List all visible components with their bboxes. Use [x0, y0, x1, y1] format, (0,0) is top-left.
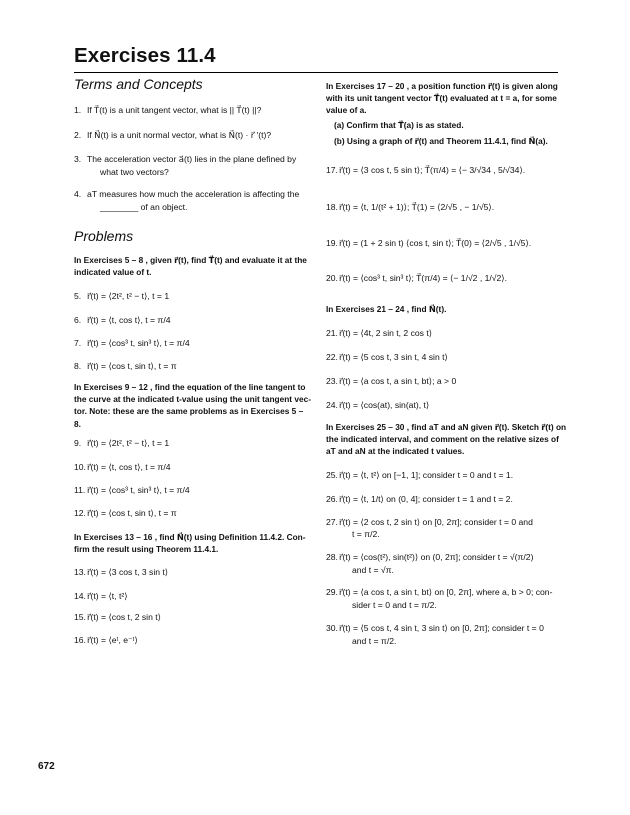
exercise-instructions: aT and aN at the indicated t values. — [326, 446, 465, 457]
exercise-item — [326, 493, 513, 505]
exercise-number: 30. — [326, 623, 338, 633]
exercise-item — [339, 528, 380, 540]
exercise-text: and t = √π. — [352, 565, 394, 575]
exercise-instructions: the curve at the indicated t-value using the unit tangent vec- — [74, 394, 311, 405]
exercise-number: 20. — [326, 273, 338, 283]
exercise-item — [74, 566, 168, 578]
exercise-text: aT measures how much the acceleration is affecting the — [87, 189, 300, 199]
exercise-text: r⃗(t) = ⟨cos t, 2 sin t⟩ — [87, 612, 161, 622]
exercise-text: r⃗(t) = ⟨cos³ t, sin³ t⟩, t = π/4 — [87, 338, 190, 348]
exercise-instructions: tor. Note: these are the same problems as in Exercises 5 – — [74, 406, 304, 417]
exercise-text: r⃗(t) = ⟨4t, 2 sin t, 2 cos t⟩ — [339, 328, 433, 338]
exercise-text: r⃗(t) = ⟨a cos t, a sin t, bt⟩; a > 0 — [339, 376, 457, 386]
exercise-text: r⃗(t) = ⟨2t², t² − t⟩, t = 1 — [87, 438, 170, 448]
title-rule — [74, 72, 558, 73]
exercise-number: 15. — [74, 612, 86, 622]
exercise-number: 8. — [74, 361, 82, 371]
exercise-instructions: In Exercises 5 – 8 , given r⃗(t), find T⃗(t) and evaluate it at the — [74, 255, 307, 265]
exercise-number: 5. — [74, 291, 82, 301]
exercise-item — [326, 622, 544, 634]
exercise-text: r⃗(t) = ⟨t, t²⟩ — [87, 591, 128, 601]
exercise-text: r⃗(t) = ⟨t, cos t⟩, t = π/4 — [87, 462, 171, 472]
exercise-number: 17. — [326, 165, 338, 175]
exercise-number: 26. — [326, 494, 338, 504]
exercise-text: r⃗(t) = ⟨cos t, sin t⟩, t = π — [87, 361, 177, 371]
exercise-text: r⃗(t) = ⟨3 cos t, 3 sin t⟩ — [87, 567, 169, 577]
exercise-item — [74, 153, 296, 165]
exercise-item — [326, 327, 432, 339]
exercise-number: 2. — [74, 130, 82, 140]
exercise-number: 4. — [74, 189, 82, 199]
exercise-text: r⃗(t) = ⟨2 cos t, 2 sin t⟩ on [0, 2π]; consider t = 0 and — [339, 517, 533, 527]
exercise-instructions: In Exercises 17 – 20 , a position function r⃗(t) is given along — [326, 81, 558, 91]
exercise-text: r⃗(t) = ⟨cos t, sin t⟩, t = π — [87, 508, 177, 518]
exercise-item — [74, 290, 169, 302]
exercise-item — [326, 399, 429, 411]
exercise-item — [74, 314, 171, 326]
exercise-item — [74, 634, 138, 646]
exercise-text: r⃗(t) = (1 + 2 sin t) ⟨cos t, sin t⟩; T⃗(0) = ⟨2/√5 , 1/√5⟩. — [339, 238, 532, 248]
exercise-number: 6. — [74, 315, 82, 325]
exercise-text: ________ of an object. — [100, 202, 188, 212]
exercise-number: 18. — [326, 202, 338, 212]
exercise-item — [74, 507, 177, 519]
exercise-number: 19. — [326, 238, 338, 248]
sub-instruction-a: (a) Confirm that T⃗(a) is as stated. — [334, 120, 464, 130]
exercise-number: 21. — [326, 328, 338, 338]
exercise-instructions: In Exercises 25 – 30 , find aT and aN given r⃗(t). Sketch r⃗(t) on — [326, 422, 567, 432]
exercise-item — [74, 611, 161, 623]
exercise-text: sider t = 0 and t = π/2. — [352, 600, 437, 610]
exercise-item — [339, 635, 396, 647]
exercise-text: r⃗(t) = ⟨2t², t² − t⟩, t = 1 — [87, 291, 170, 301]
exercise-text: r⃗(t) = ⟨cos³ t, sin³ t⟩, t = π/4 — [87, 485, 190, 495]
exercise-number: 27. — [326, 517, 338, 527]
exercise-number: 14. — [74, 591, 86, 601]
exercise-text: r⃗(t) = ⟨cos(at), sin(at), t⟩ — [339, 400, 430, 410]
exercise-number: 29. — [326, 587, 338, 597]
exercise-item — [74, 129, 271, 141]
exercise-text: The acceleration vector a⃗(t) lies in the plane defined by — [87, 154, 297, 164]
exercise-item — [326, 201, 494, 213]
exercise-text: r⃗(t) = ⟨cos(t²), sin(t²)⟩ on (0, 2π]; consider t = √(π/2) — [339, 552, 534, 562]
exercise-item — [326, 164, 525, 176]
exercise-text: If T⃗(t) is a unit tangent vector, what is || T⃗(t) ||? — [87, 105, 262, 115]
exercise-item — [326, 469, 513, 481]
exercise-number: 23. — [326, 376, 338, 386]
exercise-number: 16. — [74, 635, 86, 645]
exercise-text: t = π/2. — [352, 529, 380, 539]
problems-heading: Problems — [74, 228, 134, 244]
exercise-item — [87, 201, 187, 213]
exercise-instructions: In Exercises 9 – 12 , find the equation of the line tangent to — [74, 382, 306, 392]
exercise-text: r⃗(t) = ⟨a cos t, a sin t, bt⟩ on [0, 2π], where a, b > 0; con- — [339, 587, 553, 597]
exercise-number: 10. — [74, 462, 86, 472]
page-number: 672 — [38, 761, 55, 772]
exercise-item — [326, 586, 552, 598]
exercise-instructions: In Exercises 21 – 24 , find N⃗(t). — [326, 304, 447, 314]
exercise-item — [74, 590, 128, 602]
exercise-number: 13. — [74, 567, 86, 577]
exercise-instructions: firm the result using Theorem 11.4.1. — [74, 544, 219, 555]
exercise-item — [87, 166, 169, 178]
exercise-instructions: In Exercises 13 – 16 , find N⃗(t) using Definition 11.4.2. Con- — [74, 532, 306, 542]
exercise-item — [326, 551, 533, 563]
exercise-item — [326, 516, 533, 528]
page-title: Exercises 11.4 — [74, 44, 216, 67]
exercise-number: 7. — [74, 338, 82, 348]
exercise-number: 1. — [74, 105, 82, 115]
exercise-text: what two vectors? — [100, 167, 169, 177]
exercise-number: 9. — [74, 438, 82, 448]
exercise-text: r⃗(t) = ⟨t, t²⟩ on [−1, 1]; consider t = 0 and t = 1. — [339, 470, 514, 480]
exercise-number: 25. — [326, 470, 338, 480]
exercise-text: r⃗(t) = ⟨5 cos t, 3 sin t, 4 sin t⟩ — [339, 352, 448, 362]
exercise-number: 11. — [74, 485, 86, 495]
exercise-number: 24. — [326, 400, 338, 410]
exercise-text: r⃗(t) = ⟨cos³ t, sin³ t⟩; T⃗(π/4) = ⟨− 1/√2 , 1/√2⟩. — [339, 273, 508, 283]
exercise-number: 28. — [326, 552, 338, 562]
exercise-item — [74, 104, 261, 116]
exercise-item — [339, 564, 394, 576]
sub-instruction-b: (b) Using a graph of r⃗(t) and Theorem 11.4.1, find N⃗(a). — [334, 136, 548, 146]
exercise-text: and t = π/2. — [352, 636, 397, 646]
exercise-item — [74, 437, 169, 449]
exercise-text: r⃗(t) = ⟨3 cos t, 5 sin t⟩; T⃗(π/4) = ⟨− 3/√34 , 5/√34⟩. — [339, 165, 526, 175]
exercise-item — [339, 599, 437, 611]
exercise-instructions: with its unit tangent vector T⃗(t) evaluated at t = a, for some — [326, 93, 557, 104]
exercise-text: r⃗(t) = ⟨t, cos t⟩, t = π/4 — [87, 315, 171, 325]
exercise-instructions: indicated value of t. — [74, 267, 152, 278]
exercise-number: 22. — [326, 352, 338, 362]
exercise-item — [326, 272, 507, 284]
exercise-instructions: value of a. — [326, 105, 367, 116]
exercise-number: 3. — [74, 154, 82, 164]
exercise-text: r⃗(t) = ⟨5 cos t, 4 sin t, 3 sin t⟩ on [0, 2π]; consider t = 0 — [339, 623, 544, 633]
exercise-item — [326, 351, 448, 363]
exercise-item — [326, 375, 456, 387]
exercise-item — [74, 360, 177, 372]
exercise-number: 12. — [74, 508, 86, 518]
terms-heading: Terms and Concepts — [74, 76, 203, 92]
exercise-item — [326, 237, 531, 249]
exercise-item — [74, 461, 171, 473]
exercise-instructions: 8. — [74, 418, 81, 429]
exercise-text: r⃗(t) = ⟨eᵗ, e⁻ᵗ⟩ — [87, 635, 138, 645]
exercise-text: r⃗(t) = ⟨t, 1/(t² + 1)⟩; T⃗(1) = ⟨2/√5 , − 1/√5⟩. — [339, 202, 495, 212]
exercise-item — [74, 484, 190, 496]
exercise-instructions: the indicated interval, and comment on the relative sizes of — [326, 434, 559, 445]
exercise-item — [74, 188, 299, 200]
exercise-text: r⃗(t) = ⟨t, 1/t⟩ on (0, 4]; consider t = 1 and t = 2. — [339, 494, 513, 504]
exercise-item — [74, 337, 190, 349]
exercise-text: If N⃗(t) is a unit normal vector, what is N⃗(t) · r⃗ ′(t)? — [87, 130, 272, 140]
